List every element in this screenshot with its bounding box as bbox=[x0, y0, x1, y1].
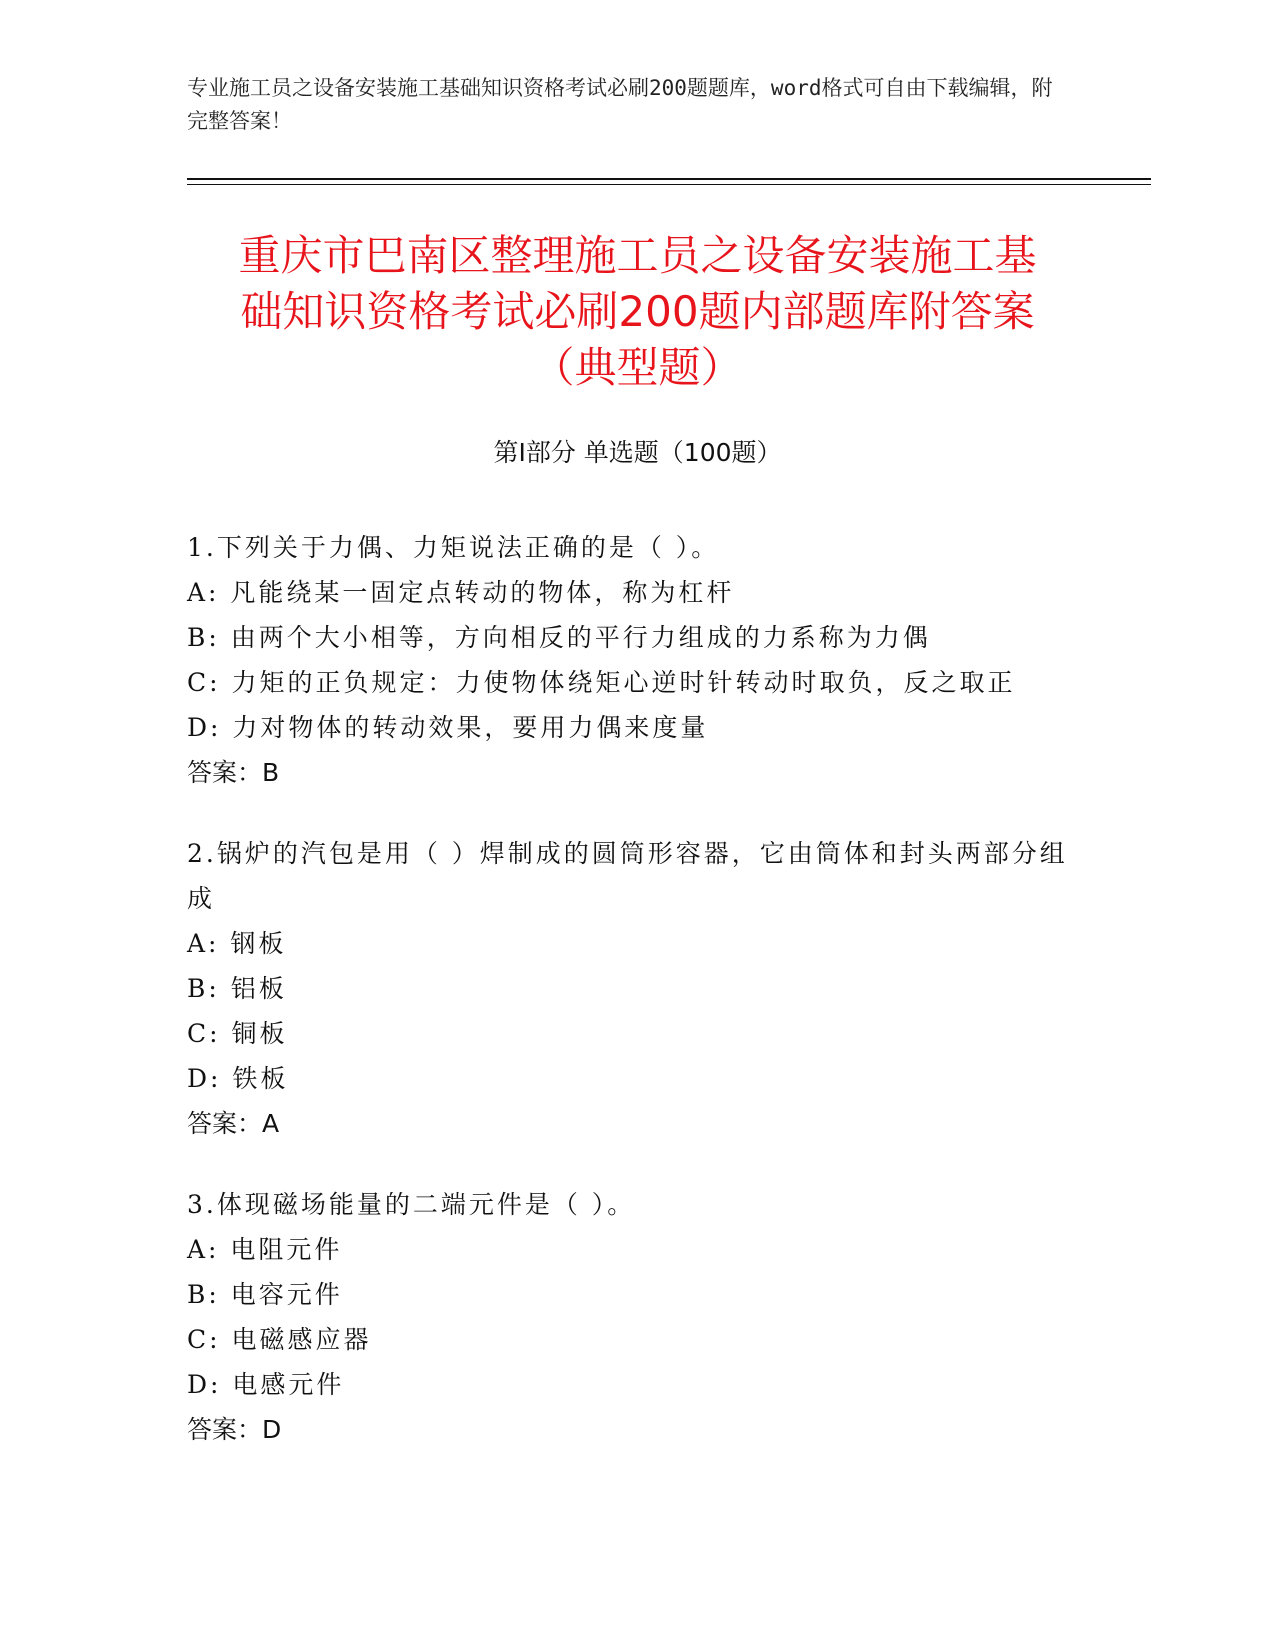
title-line-1: 重庆市巴南区整理施工员之设备安装施工基 bbox=[238, 231, 1037, 280]
header-divider-thin bbox=[187, 184, 1151, 185]
option-b: B: 电容元件 bbox=[187, 1280, 343, 1309]
title-line-3: （典型题） bbox=[532, 343, 743, 392]
answer: 答案：D bbox=[187, 1415, 282, 1444]
answer: 答案：B bbox=[187, 758, 280, 787]
section-heading: 第Ⅰ部分 单选题（100题） bbox=[493, 438, 782, 467]
header-note: 专业施工员之设备安装施工基础知识资格考试必刷200题题库，word格式可自由下载编辑，附完整答案！ bbox=[187, 76, 1053, 133]
question-text: 3.体现磁场能量的二端元件是（ ）。 bbox=[187, 1190, 636, 1219]
option-c: C: 力矩的正负规定：力使物体绕矩心逆时针转动时取负，反之取正 bbox=[187, 668, 1016, 697]
option-a: A: 凡能绕某一固定点转动的物体，称为杠杆 bbox=[187, 578, 735, 607]
option-d: D: 电感元件 bbox=[187, 1370, 345, 1399]
option-c: C: 电磁感应器 bbox=[187, 1325, 372, 1354]
document-title bbox=[140, 228, 1135, 396]
question-text: 1.下列关于力偶、力矩说法正确的是（ ）。 bbox=[187, 533, 720, 562]
option-a: A: 钢板 bbox=[187, 929, 287, 958]
question-text: 2.锅炉的汽包是用（ ）焊制成的圆筒形容器，它由筒体和封头两部分组成 bbox=[187, 839, 1068, 913]
option-d: D: 力对物体的转动效果，要用力偶来度量 bbox=[187, 713, 709, 742]
option-a: A: 电阻元件 bbox=[187, 1235, 343, 1264]
option-b: B: 铝板 bbox=[187, 974, 287, 1003]
answer: 答案：A bbox=[187, 1109, 280, 1138]
question-3 bbox=[187, 1182, 1087, 1452]
question-2 bbox=[187, 831, 1087, 1146]
header-divider-thick bbox=[187, 178, 1151, 180]
title-line-2: 础知识资格考试必刷200题内部题库附答案 bbox=[240, 287, 1035, 336]
question-1 bbox=[187, 525, 1087, 795]
option-d: D: 铁板 bbox=[187, 1064, 289, 1093]
option-c: C: 铜板 bbox=[187, 1019, 288, 1048]
question-list bbox=[187, 525, 1087, 1488]
option-b: B: 由两个大小相等，方向相反的平行力组成的力系称为力偶 bbox=[187, 623, 931, 652]
